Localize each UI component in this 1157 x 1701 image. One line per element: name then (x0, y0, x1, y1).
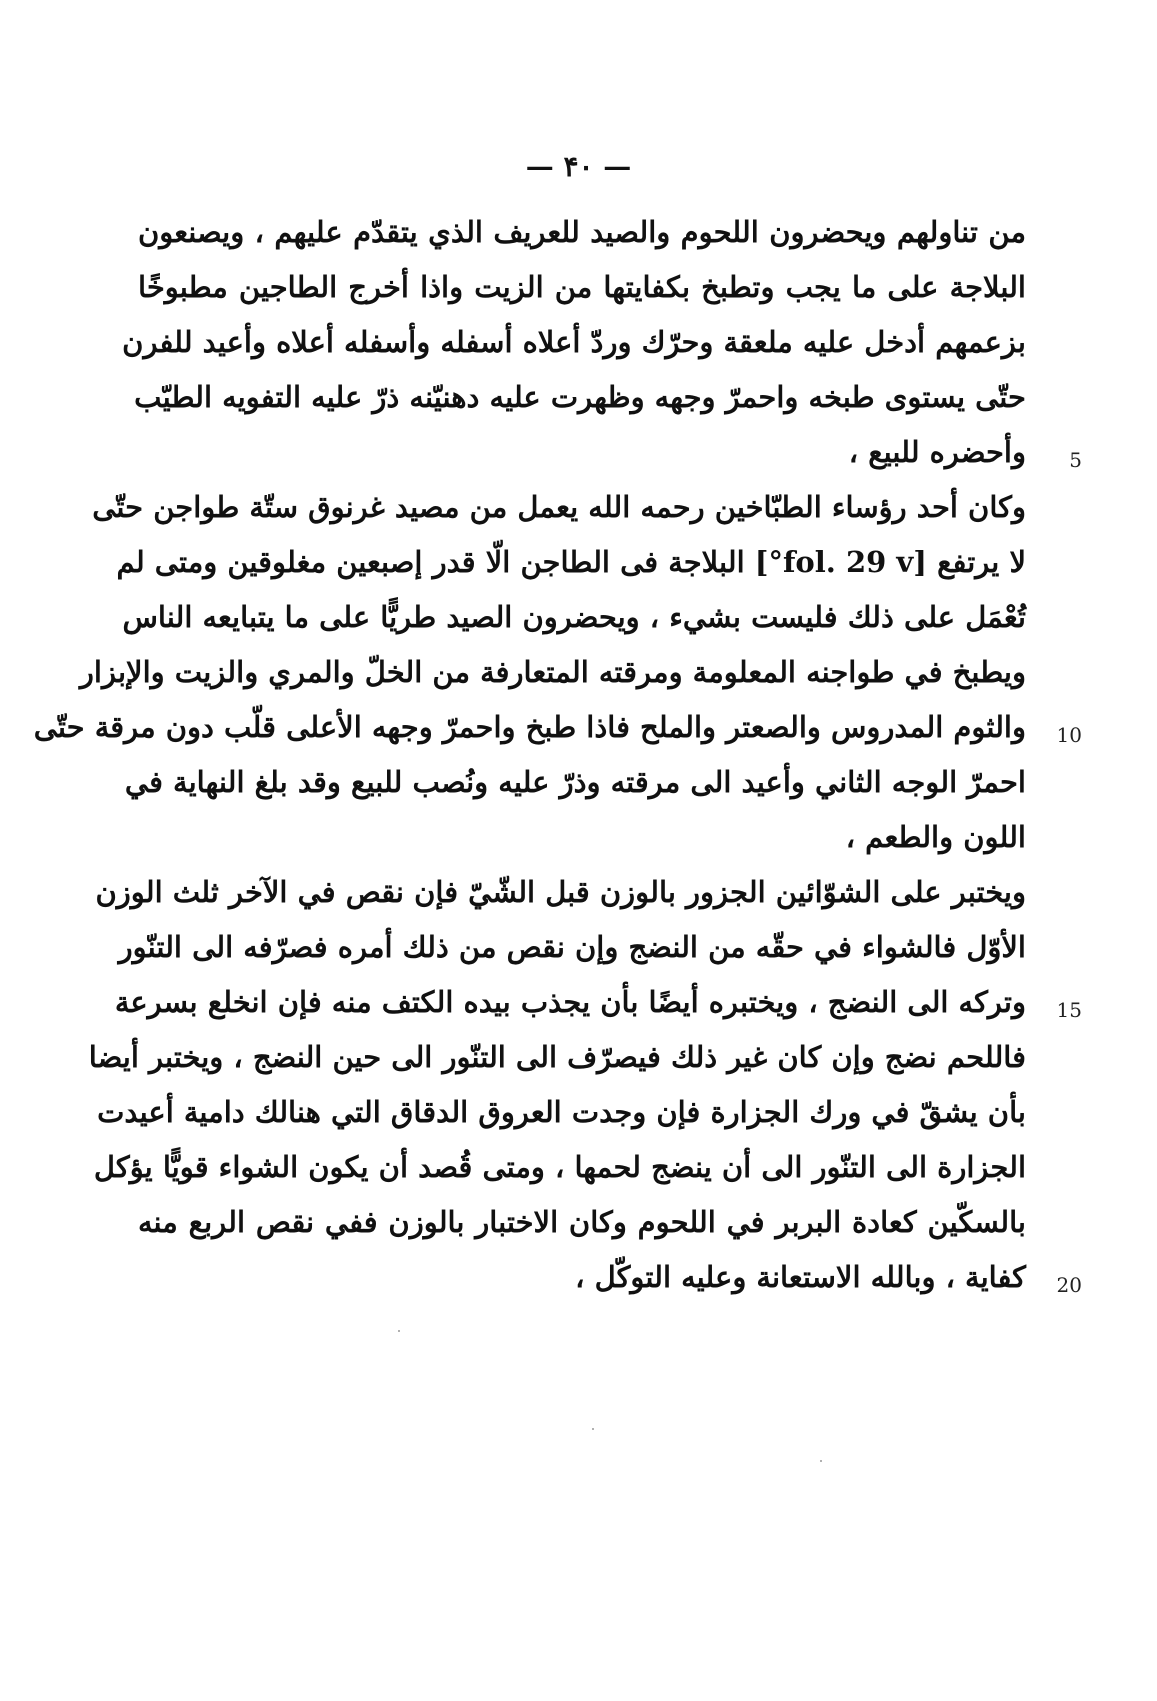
page-number-header: — ۴۰ — (525, 150, 632, 183)
text-line: بأن يشقّ في ورك الجزارة فإن وجدت العروق الدقاق التي هنالك دامية أعيدت (97, 1095, 1026, 1129)
text-line: حتّى يستوى طبخه واحمرّ وجهه وظهرت عليه دهنيّنه ذرّ عليه التفويه الطيّب (134, 380, 1026, 414)
text-line: احمرّ الوجه الثاني وأعيد الى مرقته وذرّ عليه ونُصب للبيع وقد بلغ النهاية في (124, 765, 1026, 799)
scan-speck (398, 1330, 400, 1332)
line-number-15: 15 (1056, 998, 1082, 1022)
scan-speck (592, 1428, 594, 1430)
text-line: بالسكّين كعادة البربر في اللحوم وكان الاختبار بالوزن ففي نقص الربع منه (138, 1205, 1026, 1239)
text-line: وأحضره للبيع ، (848, 435, 1026, 469)
scan-speck (820, 1460, 822, 1462)
text-line: فاللحم نضج وإن كان غير ذلك فيصرّف الى التنّور الى حين النضج ، ويختبر أيضا (88, 1040, 1026, 1074)
text-line: وكان أحد رؤساء الطبّاخين رحمه الله يعمل من مصيد غرنوق ستّة طواجن حتّى (92, 490, 1026, 524)
text-line: من تناولهم ويحضرون اللحوم والصيد للعريف الذي يتقدّم عليهم ، ويصنعون (138, 215, 1026, 249)
text-line: البلاجة على ما يجب وتطبخ بكفايتها من الزيت واذا أخرج الطاجين مطبوخًا (138, 270, 1026, 304)
text-line: الأوّل فالشواء في حقّه من النضج وإن نقص من ذلك أمره فصرّفه الى التنّور (118, 930, 1026, 964)
text-line: لا يرتفع [fol. 29 v°] البلاجة فى الطاجن الّا قدر إصبعين مغلوقين ومتى لم (116, 545, 1026, 579)
text-line: اللون والطعم ، (845, 820, 1026, 854)
text-line: ويطبخ في طواجنه المعلومة ومرقته المتعارفة من الخلّ والمري والزيت والإبزار (79, 655, 1026, 689)
arabic-text-block (33, 205, 1026, 1305)
text-line: والثوم المدروس والصعتر والملح فاذا طبخ واحمرّ وجهه الأعلى قلّب دون مرقة حتّى (33, 710, 1026, 744)
line-number-20: 20 (1056, 1273, 1082, 1297)
text-line: وتركه الى النضج ، ويختبره أيضًا بأن يجذب بيده الكتف منه فإن انخلع بسرعة (114, 985, 1026, 1019)
text-line: تُعْمَل على ذلك فليست بشيء ، ويحضرون الصيد طريًّا على ما يتبايعه الناس (122, 600, 1026, 634)
text-line: الجزارة الى التنّور الى أن ينضج لحمها ، ومتى قُصد أن يكون الشواء قويًّا يؤكل (93, 1150, 1026, 1184)
line-number-5: 5 (1069, 448, 1082, 472)
line-number-10: 10 (1056, 723, 1082, 747)
text-line: ويختبر على الشوّائين الجزور بالوزن قبل الشّيّ فإن نقص في الآخر ثلث الوزن (95, 875, 1026, 909)
text-line: بزعمهم أدخل عليه ملعقة وحرّك وردّ أعلاه أسفله وأسفله أعلاه وأعيد للفرن (122, 325, 1026, 359)
text-line: كفاية ، وبالله الاستعانة وعليه التوكّل ، (575, 1260, 1026, 1294)
